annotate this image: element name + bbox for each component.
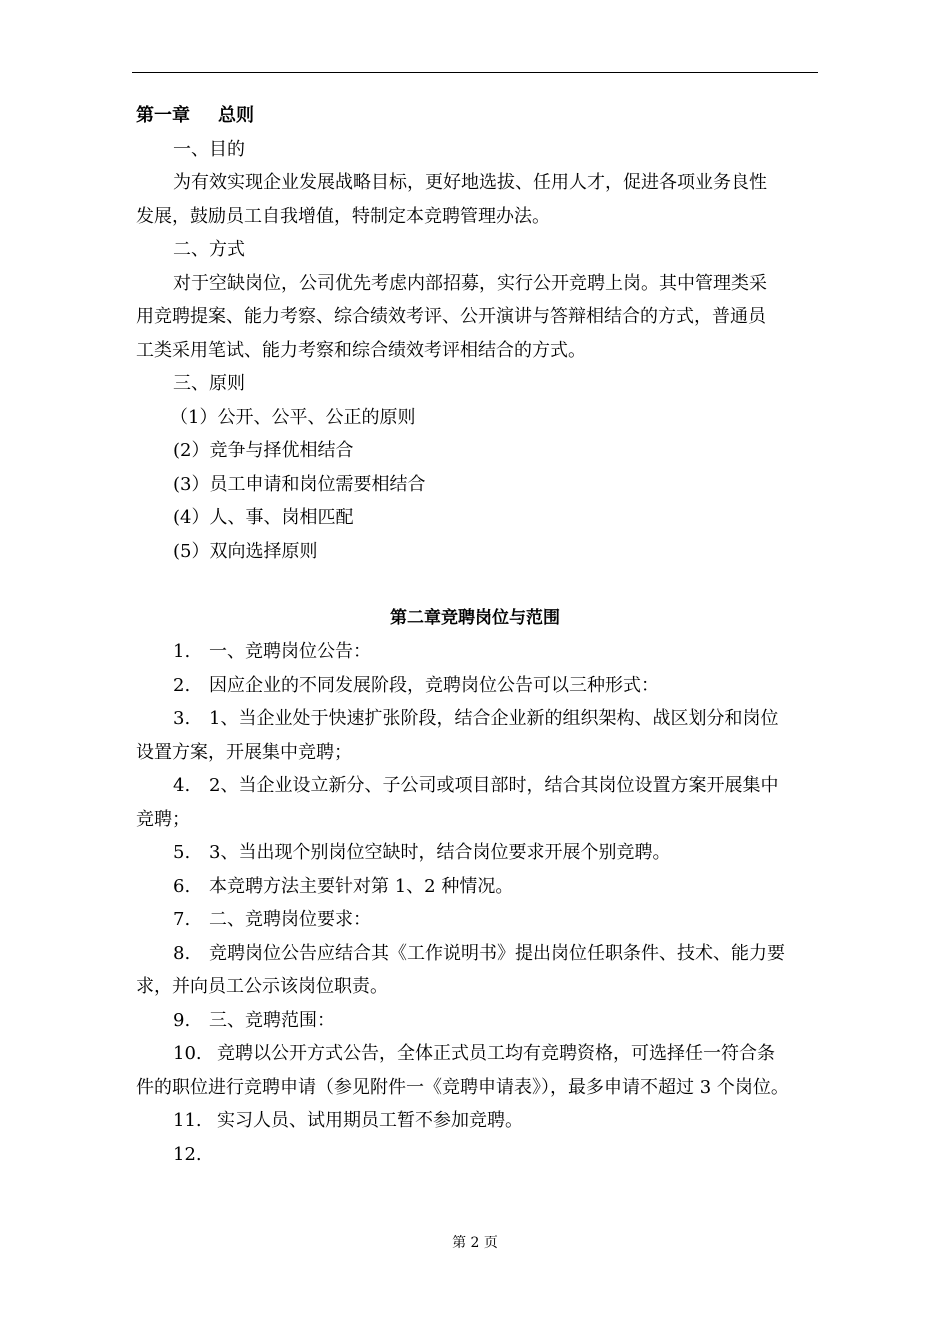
paragraph-line: 用竞聘提案、能力考察、综合绩效考评、公开演讲与答辩相结合的方式，普通员 bbox=[136, 306, 766, 327]
list-item: 3. 1、当企业处于快速扩张阶段，结合企业新的组织架构、战区划分和岗位 bbox=[173, 708, 779, 729]
section-heading-purpose: 一、目的 bbox=[173, 139, 245, 160]
list-item: 10. 竞聘以公开方式公告，全体正式员工均有竞聘资格，可选择任一符合条 bbox=[173, 1043, 775, 1064]
list-item: 11. 实习人员、试用期员工暂不参加竞聘。 bbox=[173, 1110, 523, 1131]
list-item: 4. 2、当企业设立新分、子公司或项目部时，结合其岗位设置方案开展集中 bbox=[173, 775, 779, 796]
section-heading-method: 二、方式 bbox=[173, 239, 245, 260]
list-item: 6. 本竞聘方法主要针对第 1、2 种情况。 bbox=[173, 876, 514, 897]
principle-item: (5）双向选择原则 bbox=[173, 541, 318, 562]
principle-item: (4）人、事、岗相匹配 bbox=[173, 507, 354, 528]
list-item-continuation: 求，并向员工公示该岗位职责。 bbox=[136, 976, 388, 997]
list-item: 5. 3、当出现个别岗位空缺时，结合岗位要求开展个别竞聘。 bbox=[173, 842, 671, 863]
paragraph-line: 工类采用笔试、能力考察和综合绩效考评相结合的方式。 bbox=[136, 340, 586, 361]
header-rule bbox=[132, 72, 818, 73]
principle-item: （1）公开、公平、公正的原则 bbox=[170, 407, 416, 428]
list-item-continuation: 件的职位进行竞聘申请（参见附件一《竞聘申请表》），最多申请不超过 3 个岗位。 bbox=[136, 1077, 789, 1098]
list-item: 9. 三、竞聘范围： bbox=[173, 1010, 335, 1031]
principle-item: (2）竞争与择优相结合 bbox=[173, 440, 354, 461]
list-item-continuation: 竞聘； bbox=[136, 809, 190, 830]
list-item: 1. 一、竞聘岗位公告： bbox=[173, 641, 371, 662]
section-heading-principles: 三、原则 bbox=[173, 373, 245, 394]
paragraph-line: 发展，鼓励员工自我增值，特制定本竞聘管理办法。 bbox=[136, 206, 550, 227]
list-item: 12. bbox=[173, 1144, 202, 1165]
list-item: 8. 竞聘岗位公告应结合其《工作说明书》提出岗位任职条件、技术、能力要 bbox=[173, 943, 785, 964]
page-number: 第 2 页 bbox=[452, 1235, 498, 1251]
chapter2-title: 第二章竞聘岗位与范围 bbox=[390, 608, 560, 628]
list-item: 2. 因应企业的不同发展阶段，竞聘岗位公告可以三种形式： bbox=[173, 675, 659, 696]
list-item-continuation: 设置方案，开展集中竞聘； bbox=[136, 742, 352, 763]
list-item: 7. 二、竞聘岗位要求： bbox=[173, 909, 371, 930]
paragraph-line: 对于空缺岗位，公司优先考虑内部招募，实行公开竞聘上岗。其中管理类采 bbox=[173, 273, 767, 294]
principle-item: (3）员工申请和岗位需要相结合 bbox=[173, 474, 426, 495]
paragraph-line: 为有效实现企业发展战略目标，更好地选拔、任用人才，促进各项业务良性 bbox=[173, 172, 767, 193]
chapter1-title: 第一章 总则 bbox=[136, 105, 254, 126]
